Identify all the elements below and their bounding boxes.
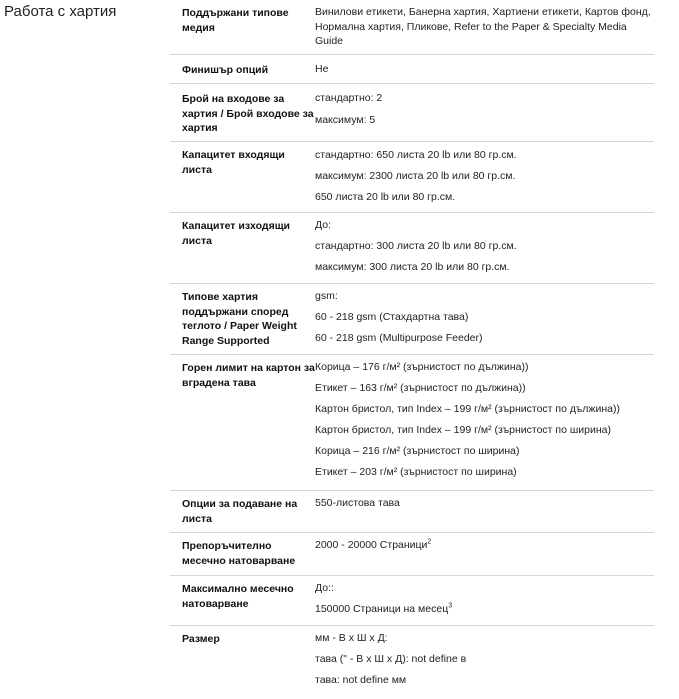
section-title: Работа с хартия: [4, 3, 117, 20]
spec-values: [315, 55, 654, 83]
spec-label: Брой на входове за хартия / Брой входове за хартия: [182, 93, 314, 134]
spec-value: Картон бристол, тип Index – 199 г/м² (зърнистост по ширина): [315, 424, 611, 436]
spec-values: [315, 0, 654, 54]
spec-row-cardstock-limit: [170, 355, 654, 491]
spec-values: [315, 284, 654, 354]
spec-row-recommended-volume: [170, 533, 654, 576]
spec-value: Корица – 176 г/м² (зърнистост по дължина)): [315, 361, 529, 373]
spec-row-media-types: [170, 0, 654, 55]
spec-label: Опции за подаване на листа: [182, 498, 298, 525]
footnote-marker: 3: [448, 602, 453, 610]
spec-label: Капацитет изходящи листа: [182, 220, 291, 247]
spec-value: максимум: 300 листа 20 lb или 80 гр.см.: [315, 261, 510, 273]
spec-value: максимум: 5: [315, 114, 376, 126]
spec-values: [315, 626, 654, 699]
spec-value: стандартно: 300 листа 20 lb или 80 гр.см.: [315, 240, 517, 252]
spec-row-input-capacity: [170, 142, 654, 213]
spec-label: Финишър опций: [182, 64, 269, 76]
spec-row-max-volume: [170, 576, 654, 626]
spec-values: [315, 576, 654, 625]
spec-value: тава: not define мм: [315, 674, 407, 686]
spec-value: тава (" - В х Ш х Д): not define в: [315, 653, 467, 665]
spec-value: [315, 539, 654, 551]
spec-row-output-capacity: [170, 213, 654, 284]
spec-label: Препоръчително месечно натоварване: [182, 540, 296, 567]
spec-value: 60 - 218 gsm (Стахдартна тава): [315, 311, 469, 323]
spec-value: Винилови етикети, Банерна хартия, Хартиени етикети, Картов фонд, Нормална хартия, Пликове, Refer to the Paper & Specialty Media Guide: [315, 6, 651, 47]
spec-value-text: 150000 Страници на месец: [315, 603, 449, 615]
spec-label: Размер: [182, 633, 220, 645]
spec-values: [315, 491, 654, 532]
spec-table: [170, 0, 654, 699]
spec-row-dimensions: [170, 626, 654, 699]
spec-row-feed-options: [170, 491, 654, 533]
spec-value: До::: [315, 582, 334, 594]
footnote-marker: 2: [427, 538, 432, 546]
spec-label: Капацитет входящи листа: [182, 149, 285, 176]
spec-value: [315, 603, 654, 615]
spec-value: стандартно: 2: [315, 92, 383, 104]
spec-value: стандартно: 650 листа 20 lb или 80 гр.см.: [315, 149, 517, 161]
spec-value: мм - В х Ш х Д:: [315, 632, 388, 644]
spec-value: максимум: 2300 листа 20 lb или 80 гр.см.: [315, 170, 516, 182]
spec-row-paper-weight: [170, 284, 654, 355]
spec-values: [315, 84, 654, 141]
spec-value: Корица – 216 г/м² (зърнистост по ширина): [315, 445, 520, 457]
spec-row-input-count: [170, 84, 654, 142]
spec-value: Етикет – 203 г/м² (зърнистост по ширина): [315, 466, 517, 478]
spec-values: [315, 355, 654, 490]
spec-values: [315, 142, 654, 212]
spec-value-text: 2000 - 20000 Страници: [315, 539, 428, 551]
spec-value: Не: [315, 63, 329, 75]
spec-label: Максимално месечно натоварване: [182, 583, 294, 610]
spec-values: [315, 213, 654, 283]
spec-label: Поддържани типове медия: [182, 7, 289, 34]
spec-value: Картон бристол, тип Index – 199 г/м² (зърнистост по дължина)): [315, 403, 620, 415]
spec-label: Горен лимит на картон за вградена тава: [182, 362, 315, 389]
spec-value: 550-листова тава: [315, 497, 400, 509]
spec-value: До:: [315, 219, 331, 231]
spec-value: 650 листа 20 lb или 80 гр.см.: [315, 191, 456, 203]
spec-row-finisher: [170, 55, 654, 84]
spec-values: [315, 533, 654, 575]
spec-value: gsm:: [315, 290, 338, 302]
spec-label: Типове хартия поддържани според теглото / Paper Weight Range Supported: [182, 291, 297, 347]
spec-value: Етикет – 163 г/м² (зърнистост по дължина)): [315, 382, 526, 394]
spec-value: 60 - 218 gsm (Multipurpose Feeder): [315, 332, 483, 344]
